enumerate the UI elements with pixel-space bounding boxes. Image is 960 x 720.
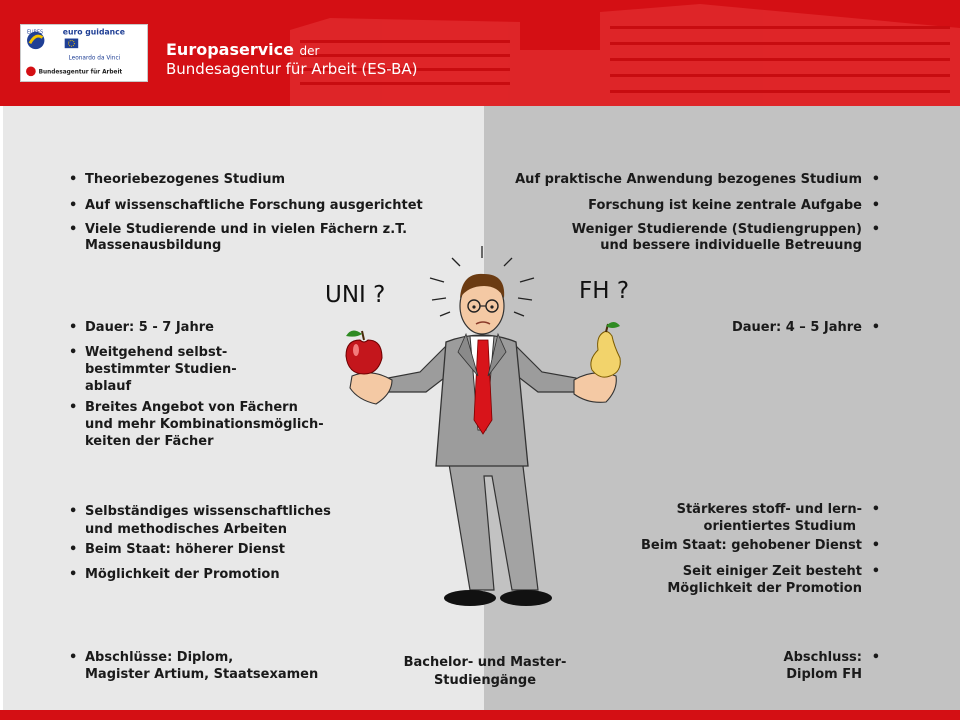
bottom-bar: [0, 710, 960, 720]
uni-item: • Viele Studierende und in vielen Fächern z.T. Massenausbildung: [69, 222, 407, 254]
right-arm: [512, 346, 578, 392]
uni-item: • Dauer: 5 - 7 Jahre: [69, 320, 214, 336]
logo-leonardo-text: Leonardo da Vinci: [68, 55, 121, 62]
uni-item: • Breites Angebot von Fächern und mehr Kombinationsmöglich- keiten der Fächer: [69, 399, 324, 450]
fh-item: Dauer: 4 – 5 Jahre •: [732, 320, 880, 336]
left-hand: [350, 373, 392, 404]
fh-item: Auf praktische Anwendung bezogenes Studium •: [515, 172, 880, 188]
organization-title: [166, 40, 418, 78]
pear-icon: [591, 322, 620, 377]
trousers: [448, 458, 538, 590]
center-degrees-note: Bachelor- und Master- Studiengänge: [403, 655, 567, 688]
man-figure-illustration: [330, 240, 630, 620]
right-shoe: [500, 590, 552, 606]
uni-item: • Abschlüsse: Diplom, Magister Artium, Staatsexamen: [69, 649, 318, 683]
fh-label: FH ?: [579, 278, 630, 304]
fh-item: Weniger Studierende (Studiengruppen) und bessere individuelle Betreuung •: [572, 222, 880, 254]
right-hand: [574, 373, 616, 403]
logo-ba-text: Bundesagentur für Arbeit: [38, 69, 123, 76]
uni-item: • Auf wissenschaftliche Forschung ausgerichtet: [69, 198, 423, 214]
fh-item: Beim Staat: gehobener Dienst •: [641, 538, 880, 554]
org-subtitle: Bundesagentur für Arbeit (ES-BA): [166, 60, 418, 78]
uni-item: • Weitgehend selbst- bestimmter Studien- ablauf: [69, 344, 237, 395]
header-banner: [0, 0, 960, 106]
eures-euroguidance-logo: [20, 24, 148, 82]
org-connector: der: [299, 44, 320, 58]
uni-item: • Möglichkeit der Promotion: [69, 567, 280, 583]
apple-icon: [346, 330, 382, 374]
uni-item: • Beim Staat: höherer Dienst: [69, 542, 285, 558]
fh-item: Forschung ist keine zentrale Aufgabe •: [588, 198, 880, 214]
fh-item: Abschluss: Diplom FH •: [784, 649, 880, 683]
fh-item: Stärkeres stoff- und lern- orientiertes Studium •: [677, 501, 880, 535]
uni-label: UNI ?: [325, 282, 386, 308]
left-shoe: [444, 590, 496, 606]
logo-eures-text: EURES: [27, 30, 44, 36]
org-name: Europaservice: [166, 40, 294, 59]
uni-item: • Selbständiges wissenschaftliches und methodisches Arbeiten: [69, 503, 331, 539]
logo-euroguidance-text: euro guidance: [62, 27, 125, 37]
fh-item: Seit einiger Zeit besteht Möglichkeit der Promotion •: [667, 563, 880, 597]
uni-item: • Theoriebezogenes Studium: [69, 172, 285, 188]
